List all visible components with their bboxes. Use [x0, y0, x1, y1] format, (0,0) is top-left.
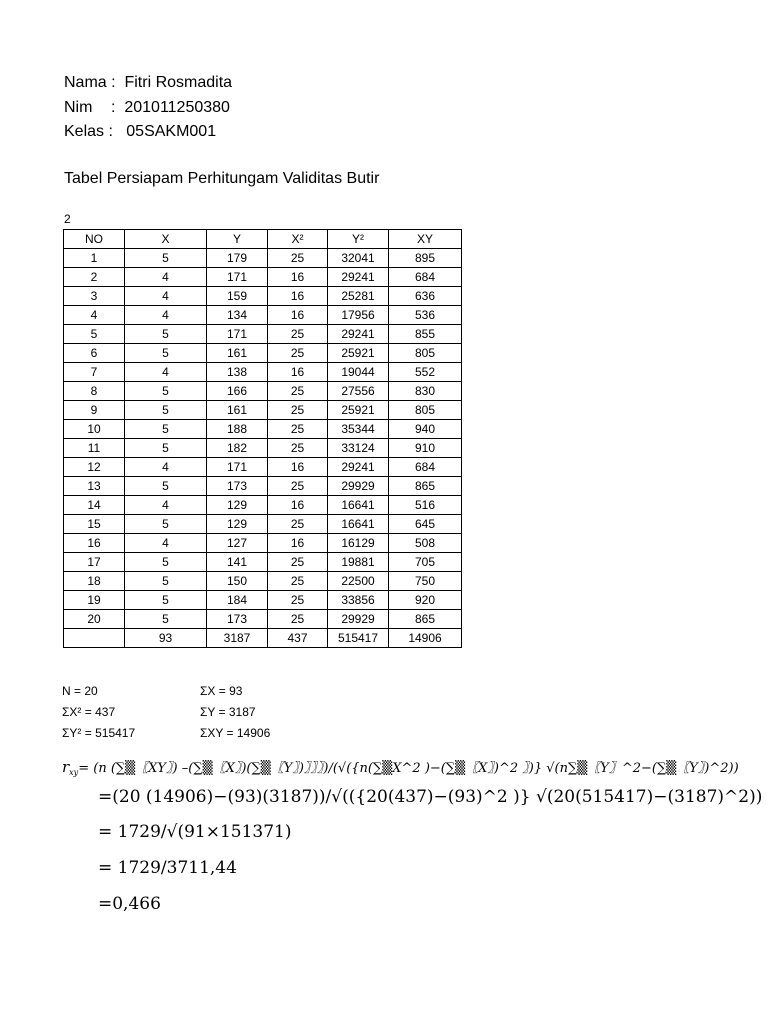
- table-cell: 171: [207, 325, 268, 344]
- table-cell: 25: [268, 610, 328, 629]
- nim-row: [64, 96, 232, 121]
- table-cell: 865: [389, 610, 462, 629]
- table-row: [64, 515, 462, 534]
- total-cell: 437: [268, 629, 328, 648]
- column-header: Y²: [328, 230, 389, 249]
- sum-x: ΣX = 93: [200, 684, 243, 698]
- table-cell: 5: [125, 420, 207, 439]
- sum-y2: ΣY² = 515417: [62, 726, 136, 740]
- table-cell: 127: [207, 534, 268, 553]
- table-row: [64, 496, 462, 515]
- table-cell: 940: [389, 420, 462, 439]
- total-cell: [64, 629, 125, 648]
- table-row: [64, 325, 462, 344]
- formula-result: =0,466: [98, 894, 161, 914]
- table-cell: 4: [125, 534, 207, 553]
- table-cell: 5: [125, 610, 207, 629]
- table-cell: 29241: [328, 325, 389, 344]
- table-row: [64, 401, 462, 420]
- formula-line-1: =(20 (14906)−(93)(3187))/√(({20(437)−(93)^2 )} √(20(515417)−(3187)^2)): [98, 787, 763, 807]
- table-cell: 25: [268, 382, 328, 401]
- table-cell: 25: [268, 572, 328, 591]
- table-cell: 552: [389, 363, 462, 382]
- table-cell: 19881: [328, 553, 389, 572]
- table-cell: 4: [125, 306, 207, 325]
- table-cell: 173: [207, 477, 268, 496]
- table-cell: 29241: [328, 268, 389, 287]
- table-cell: 141: [207, 553, 268, 572]
- column-header: NO: [64, 230, 125, 249]
- student-info: [64, 71, 232, 145]
- kelas-value: 05SAKM001: [126, 123, 217, 140]
- nama-label: Nama :: [64, 74, 116, 91]
- table-cell: 16: [268, 268, 328, 287]
- table-cell: 16: [268, 287, 328, 306]
- table-cell: 150: [207, 572, 268, 591]
- table-cell: 29929: [328, 477, 389, 496]
- table-row: [64, 420, 462, 439]
- table-cell: 25281: [328, 287, 389, 306]
- table-cell: 5: [125, 439, 207, 458]
- table-cell: 20: [64, 610, 125, 629]
- table-cell: 25: [268, 344, 328, 363]
- table-cell: 9: [64, 401, 125, 420]
- formula-general-expr: (n (∑▒〖XY〗) –(∑▒〖X〗)(∑▒〖Y〗)〗〗〗)/(√({n(∑▒X^2 )−(∑▒〖X〗)^2 〗)} √(n∑▒〖Y〗^2−(∑▒〖Y〗)^2)): [93, 761, 739, 776]
- table-cell: 134: [207, 306, 268, 325]
- table-cell: 16: [268, 458, 328, 477]
- column-header: X²: [268, 230, 328, 249]
- table-cell: 182: [207, 439, 268, 458]
- total-cell: 3187: [207, 629, 268, 648]
- table-cell: 5: [125, 515, 207, 534]
- table-cell: 16129: [328, 534, 389, 553]
- table-cell: 5: [125, 553, 207, 572]
- table-cell: 22500: [328, 572, 389, 591]
- table-cell: 173: [207, 610, 268, 629]
- table-row: [64, 344, 462, 363]
- table-row: [64, 268, 462, 287]
- table-cell: 7: [64, 363, 125, 382]
- table-row: [64, 572, 462, 591]
- table-row: [64, 439, 462, 458]
- table-cell: 171: [207, 268, 268, 287]
- table-cell: 33124: [328, 439, 389, 458]
- table-cell: 5: [125, 572, 207, 591]
- sum-x2: ΣX² = 437: [62, 705, 116, 719]
- table-cell: 161: [207, 401, 268, 420]
- table-cell: 3: [64, 287, 125, 306]
- table-cell: 14: [64, 496, 125, 515]
- table-cell: 830: [389, 382, 462, 401]
- sum-n: N = 20: [62, 684, 98, 698]
- table-cell: 25: [268, 401, 328, 420]
- table-cell: 8: [64, 382, 125, 401]
- total-cell: 515417: [328, 629, 389, 648]
- nim-value: 201011250380: [124, 98, 230, 116]
- table-row: [64, 249, 462, 268]
- table-cell: 12: [64, 458, 125, 477]
- table-row: [64, 534, 462, 553]
- table-cell: 17956: [328, 306, 389, 325]
- table-cell: 171: [207, 458, 268, 477]
- table-row: [64, 553, 462, 572]
- table-cell: 5: [125, 344, 207, 363]
- formula-r-sub: xy: [69, 768, 79, 777]
- table-header-row: [64, 230, 462, 249]
- table-cell: 5: [125, 325, 207, 344]
- table-cell: 805: [389, 344, 462, 363]
- column-header: X: [125, 230, 207, 249]
- table-cell: 188: [207, 420, 268, 439]
- table-cell: 16641: [328, 496, 389, 515]
- table-cell: 10: [64, 420, 125, 439]
- table-cell: 4: [125, 363, 207, 382]
- validity-table: [63, 229, 462, 648]
- table-cell: 2: [64, 268, 125, 287]
- table-cell: 29241: [328, 458, 389, 477]
- table-cell: 19: [64, 591, 125, 610]
- table-cell: 159: [207, 287, 268, 306]
- table-cell: 129: [207, 515, 268, 534]
- table-cell: 33856: [328, 591, 389, 610]
- formula-eq: =: [78, 761, 90, 776]
- table-cell: 5: [125, 401, 207, 420]
- table-cell: 25: [268, 553, 328, 572]
- table-cell: 27556: [328, 382, 389, 401]
- nim-label: Nim: [64, 98, 93, 116]
- column-header: Y: [207, 230, 268, 249]
- table-total-row: [64, 629, 462, 648]
- table-cell: 25: [268, 439, 328, 458]
- table-cell: 25: [268, 325, 328, 344]
- table-cell: 29929: [328, 610, 389, 629]
- table-cell: 750: [389, 572, 462, 591]
- table-row: [64, 306, 462, 325]
- table-cell: 5: [64, 325, 125, 344]
- table-cell: 508: [389, 534, 462, 553]
- table-cell: 705: [389, 553, 462, 572]
- table-cell: 16641: [328, 515, 389, 534]
- column-header: XY: [389, 230, 462, 249]
- table-cell: 910: [389, 439, 462, 458]
- table-cell: 16: [268, 306, 328, 325]
- table-cell: 5: [125, 591, 207, 610]
- table-cell: 25: [268, 591, 328, 610]
- table-row: [64, 382, 462, 401]
- table-cell: 32041: [328, 249, 389, 268]
- table-cell: 15: [64, 515, 125, 534]
- table-row: [64, 363, 462, 382]
- sum-xy: ΣXY = 14906: [200, 726, 271, 740]
- table-cell: 4: [125, 458, 207, 477]
- table-cell: 4: [125, 268, 207, 287]
- table-cell: 16: [268, 363, 328, 382]
- table-number: 2: [64, 212, 71, 226]
- formula-line-2: = 1729/√(91×151371): [98, 822, 292, 842]
- table-cell: 17: [64, 553, 125, 572]
- table-cell: 179: [207, 249, 268, 268]
- table-cell: 35344: [328, 420, 389, 439]
- table-cell: 16: [268, 496, 328, 515]
- table-cell: 138: [207, 363, 268, 382]
- table-cell: 516: [389, 496, 462, 515]
- table-cell: 13: [64, 477, 125, 496]
- table-cell: 161: [207, 344, 268, 363]
- nim-colon: :: [111, 98, 116, 116]
- table-cell: 184: [207, 591, 268, 610]
- table-cell: 920: [389, 591, 462, 610]
- table-cell: 5: [125, 249, 207, 268]
- table-cell: 4: [125, 287, 207, 306]
- table-row: [64, 477, 462, 496]
- table-cell: 684: [389, 458, 462, 477]
- table-cell: 16: [268, 534, 328, 553]
- table-cell: 645: [389, 515, 462, 534]
- total-cell: 93: [125, 629, 207, 648]
- table-cell: 25: [268, 420, 328, 439]
- formula-line-3: = 1729/3711,44: [98, 858, 237, 878]
- table-cell: 536: [389, 306, 462, 325]
- table-cell: 6: [64, 344, 125, 363]
- table-cell: 636: [389, 287, 462, 306]
- table-cell: 855: [389, 325, 462, 344]
- table-row: [64, 287, 462, 306]
- table-cell: 11: [64, 439, 125, 458]
- sum-y: ΣY = 3187: [200, 705, 256, 719]
- kelas-label: Kelas :: [64, 123, 113, 140]
- table-cell: 25921: [328, 344, 389, 363]
- table-cell: 25: [268, 515, 328, 534]
- table-cell: 865: [389, 477, 462, 496]
- table-cell: 4: [125, 496, 207, 515]
- table-cell: 4: [64, 306, 125, 325]
- total-cell: 14906: [389, 629, 462, 648]
- table-row: [64, 458, 462, 477]
- table-cell: 25921: [328, 401, 389, 420]
- table-cell: 895: [389, 249, 462, 268]
- kelas-row: [64, 120, 232, 145]
- table-row: [64, 591, 462, 610]
- table-cell: 1: [64, 249, 125, 268]
- formula-general: [62, 757, 766, 777]
- table-row: [64, 610, 462, 629]
- table-cell: 16: [64, 534, 125, 553]
- table-cell: 25: [268, 477, 328, 496]
- table-title: Tabel Persiapam Perhitungam Validitas Butir: [64, 170, 380, 187]
- table-cell: 684: [389, 268, 462, 287]
- table-cell: 129: [207, 496, 268, 515]
- formula-r: r: [62, 758, 70, 776]
- table-cell: 18: [64, 572, 125, 591]
- table-cell: 5: [125, 382, 207, 401]
- nama-row: [64, 71, 232, 96]
- table-cell: 166: [207, 382, 268, 401]
- table-cell: 25: [268, 249, 328, 268]
- table-cell: 19044: [328, 363, 389, 382]
- table-cell: 805: [389, 401, 462, 420]
- table-cell: 5: [125, 477, 207, 496]
- nama-value: Fitri Rosmadita: [124, 74, 233, 91]
